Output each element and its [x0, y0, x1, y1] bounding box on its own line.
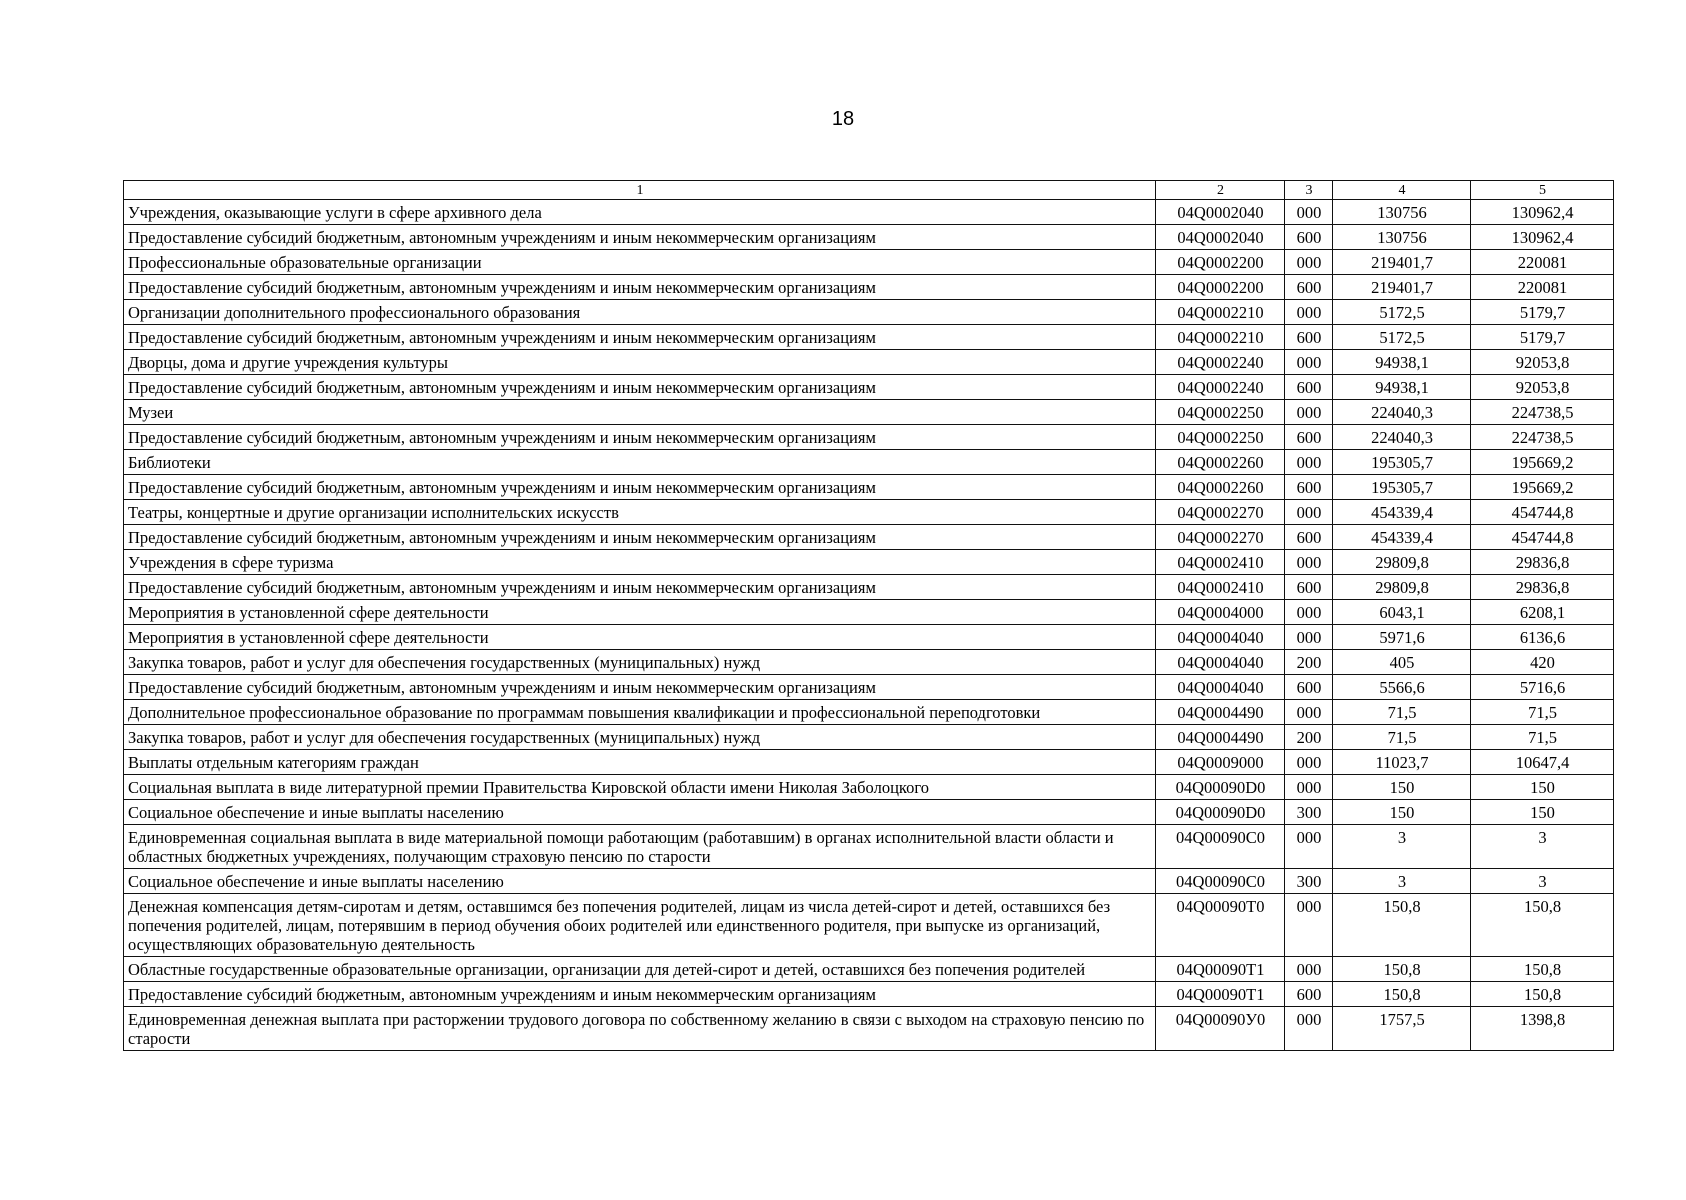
table-row	[124, 650, 1614, 675]
amount-year1-cell: 219401,7	[1333, 275, 1471, 300]
expense-kind-cell: 600	[1285, 525, 1333, 550]
amount-year2-cell: 92053,8	[1471, 375, 1614, 400]
amount-year2-cell: 454744,8	[1471, 500, 1614, 525]
amount-year1-cell: 454339,4	[1333, 500, 1471, 525]
amount-year2-cell: 420	[1471, 650, 1614, 675]
amount-year2-cell: 71,5	[1471, 700, 1614, 725]
expense-kind-cell: 000	[1285, 250, 1333, 275]
target-code-cell: 04Q0002240	[1156, 375, 1285, 400]
target-code-cell: 04Q0002200	[1156, 275, 1285, 300]
amount-year1-cell: 94938,1	[1333, 350, 1471, 375]
amount-year1-cell: 130756	[1333, 225, 1471, 250]
table-row	[124, 575, 1614, 600]
amount-year2-cell: 10647,4	[1471, 750, 1614, 775]
amount-year1-cell: 454339,4	[1333, 525, 1471, 550]
item-name-cell: Единовременная социальная выплата в виде материальной помощи работающим (работавшим) в органах исполнительной власти области и областных бюджетных учреждениях, получающим страховую пенсию по старости	[124, 825, 1156, 869]
amount-year1-cell: 71,5	[1333, 700, 1471, 725]
target-code-cell: 04Q0002260	[1156, 475, 1285, 500]
amount-year2-cell: 1398,8	[1471, 1007, 1614, 1051]
amount-year1-cell: 6043,1	[1333, 600, 1471, 625]
table-row	[124, 700, 1614, 725]
table-row	[124, 825, 1614, 869]
table-row	[124, 500, 1614, 525]
target-code-cell: 04Q0002270	[1156, 525, 1285, 550]
amount-year1-cell: 219401,7	[1333, 250, 1471, 275]
amount-year2-cell: 130962,4	[1471, 200, 1614, 225]
target-code-cell: 04Q0004040	[1156, 650, 1285, 675]
table-row	[124, 750, 1614, 775]
expense-kind-cell: 200	[1285, 650, 1333, 675]
target-code-cell: 04Q0002240	[1156, 350, 1285, 375]
table-row	[124, 425, 1614, 450]
amount-year2-cell: 3	[1471, 825, 1614, 869]
expense-kind-cell: 000	[1285, 600, 1333, 625]
amount-year2-cell: 71,5	[1471, 725, 1614, 750]
target-code-cell: 04Q00090T0	[1156, 894, 1285, 957]
item-name-cell: Предоставление субсидий бюджетным, автономным учреждениям и иным некоммерческим организациям	[124, 225, 1156, 250]
amount-year2-cell: 29836,8	[1471, 575, 1614, 600]
expense-kind-cell: 000	[1285, 700, 1333, 725]
target-code-cell: 04Q00090У0	[1156, 1007, 1285, 1051]
item-name-cell: Мероприятия в установленной сфере деятельности	[124, 625, 1156, 650]
item-name-cell: Музеи	[124, 400, 1156, 425]
amount-year1-cell: 1757,5	[1333, 1007, 1471, 1051]
table-row	[124, 675, 1614, 700]
item-name-cell: Закупка товаров, работ и услуг для обеспечения государственных (муниципальных) нужд	[124, 725, 1156, 750]
item-name-cell: Денежная компенсация детям-сиротам и детям, оставшимся без попечения родителей, лицам из числа детей-сирот и детей, оставшихся без попечения родителей, лицам, потерявшим в период обучения обоих родителей или единственного родителя, при выпуске из организаций, осуществляющих образовательную деятельность	[124, 894, 1156, 957]
amount-year1-cell: 195305,7	[1333, 450, 1471, 475]
item-name-cell: Закупка товаров, работ и услуг для обеспечения государственных (муниципальных) нужд	[124, 650, 1156, 675]
table-row	[124, 375, 1614, 400]
column-header: 2	[1156, 181, 1285, 200]
amount-year1-cell: 5172,5	[1333, 325, 1471, 350]
amount-year1-cell: 94938,1	[1333, 375, 1471, 400]
target-code-cell: 04Q0002040	[1156, 200, 1285, 225]
expense-kind-cell: 300	[1285, 800, 1333, 825]
amount-year2-cell: 5179,7	[1471, 325, 1614, 350]
expense-kind-cell: 000	[1285, 825, 1333, 869]
amount-year2-cell: 5179,7	[1471, 300, 1614, 325]
table-row	[124, 869, 1614, 894]
table-row	[124, 725, 1614, 750]
amount-year2-cell: 150	[1471, 775, 1614, 800]
item-name-cell: Предоставление субсидий бюджетным, автономным учреждениям и иным некоммерческим организациям	[124, 375, 1156, 400]
expense-kind-cell: 600	[1285, 225, 1333, 250]
target-code-cell: 04Q0002410	[1156, 575, 1285, 600]
amount-year2-cell: 224738,5	[1471, 425, 1614, 450]
item-name-cell: Учреждения в сфере туризма	[124, 550, 1156, 575]
item-name-cell: Предоставление субсидий бюджетным, автономным учреждениям и иным некоммерческим организациям	[124, 425, 1156, 450]
item-name-cell: Профессиональные образовательные организации	[124, 250, 1156, 275]
target-code-cell: 04Q0002210	[1156, 300, 1285, 325]
expense-kind-cell: 600	[1285, 275, 1333, 300]
table-body	[124, 200, 1614, 1051]
table-row	[124, 400, 1614, 425]
table-row	[124, 550, 1614, 575]
table-row	[124, 1007, 1614, 1051]
item-name-cell: Театры, концертные и другие организации исполнительских искусств	[124, 500, 1156, 525]
target-code-cell: 04Q00090C0	[1156, 825, 1285, 869]
amount-year2-cell: 224738,5	[1471, 400, 1614, 425]
expense-kind-cell: 000	[1285, 625, 1333, 650]
target-code-cell: 04Q00090D0	[1156, 775, 1285, 800]
table-row	[124, 300, 1614, 325]
amount-year1-cell: 150,8	[1333, 894, 1471, 957]
item-name-cell: Предоставление субсидий бюджетным, автономным учреждениям и иным некоммерческим организациям	[124, 575, 1156, 600]
target-code-cell: 04Q00090C0	[1156, 869, 1285, 894]
expense-kind-cell: 600	[1285, 575, 1333, 600]
expense-kind-cell: 200	[1285, 725, 1333, 750]
expense-kind-cell: 600	[1285, 325, 1333, 350]
amount-year1-cell: 11023,7	[1333, 750, 1471, 775]
item-name-cell: Предоставление субсидий бюджетным, автономным учреждениям и иным некоммерческим организациям	[124, 675, 1156, 700]
target-code-cell: 04Q0002250	[1156, 425, 1285, 450]
target-code-cell: 04Q0002210	[1156, 325, 1285, 350]
table-row	[124, 200, 1614, 225]
target-code-cell: 04Q00090T1	[1156, 982, 1285, 1007]
target-code-cell: 04Q0004490	[1156, 700, 1285, 725]
amount-year1-cell: 150,8	[1333, 982, 1471, 1007]
expense-kind-cell: 000	[1285, 775, 1333, 800]
table-row	[124, 275, 1614, 300]
amount-year2-cell: 195669,2	[1471, 450, 1614, 475]
table-row	[124, 350, 1614, 375]
item-name-cell: Дополнительное профессиональное образование по программам повышения квалификации и профессиональной переподготовки	[124, 700, 1156, 725]
amount-year1-cell: 405	[1333, 650, 1471, 675]
expense-kind-cell: 000	[1285, 550, 1333, 575]
amount-year1-cell: 3	[1333, 869, 1471, 894]
item-name-cell: Библиотеки	[124, 450, 1156, 475]
amount-year2-cell: 6136,6	[1471, 625, 1614, 650]
amount-year2-cell: 150,8	[1471, 982, 1614, 1007]
column-header: 1	[124, 181, 1156, 200]
target-code-cell: 04Q0002410	[1156, 550, 1285, 575]
amount-year2-cell: 6208,1	[1471, 600, 1614, 625]
expense-kind-cell: 000	[1285, 450, 1333, 475]
amount-year1-cell: 224040,3	[1333, 425, 1471, 450]
target-code-cell: 04Q00090D0	[1156, 800, 1285, 825]
table-row	[124, 525, 1614, 550]
amount-year2-cell: 29836,8	[1471, 550, 1614, 575]
amount-year2-cell: 3	[1471, 869, 1614, 894]
item-name-cell: Учреждения, оказывающие услуги в сфере архивного дела	[124, 200, 1156, 225]
expense-kind-cell: 300	[1285, 869, 1333, 894]
target-code-cell: 04Q0002040	[1156, 225, 1285, 250]
expense-kind-cell: 000	[1285, 200, 1333, 225]
amount-year1-cell: 5566,6	[1333, 675, 1471, 700]
column-header: 3	[1285, 181, 1333, 200]
item-name-cell: Областные государственные образовательные организации, организации для детей-сирот и детей, оставшихся без попечения родителей	[124, 957, 1156, 982]
table-row	[124, 800, 1614, 825]
amount-year2-cell: 220081	[1471, 250, 1614, 275]
amount-year2-cell: 5716,6	[1471, 675, 1614, 700]
target-code-cell: 04Q0002260	[1156, 450, 1285, 475]
target-code-cell: 04Q0004000	[1156, 600, 1285, 625]
column-header: 4	[1333, 181, 1471, 200]
budget-table	[123, 180, 1614, 1051]
amount-year2-cell: 454744,8	[1471, 525, 1614, 550]
item-name-cell: Единовременная денежная выплата при расторжении трудового договора по собственному желанию в связи с выходом на страховую пенсию по старости	[124, 1007, 1156, 1051]
amount-year2-cell: 220081	[1471, 275, 1614, 300]
amount-year2-cell: 150,8	[1471, 894, 1614, 957]
expense-kind-cell: 600	[1285, 425, 1333, 450]
target-code-cell: 04Q0002200	[1156, 250, 1285, 275]
table-row	[124, 982, 1614, 1007]
table-row	[124, 325, 1614, 350]
item-name-cell: Предоставление субсидий бюджетным, автономным учреждениям и иным некоммерческим организациям	[124, 275, 1156, 300]
amount-year1-cell: 195305,7	[1333, 475, 1471, 500]
amount-year1-cell: 3	[1333, 825, 1471, 869]
item-name-cell: Предоставление субсидий бюджетным, автономным учреждениям и иным некоммерческим организациям	[124, 475, 1156, 500]
target-code-cell: 04Q0002270	[1156, 500, 1285, 525]
amount-year2-cell: 150,8	[1471, 957, 1614, 982]
table-row	[124, 894, 1614, 957]
expense-kind-cell: 000	[1285, 894, 1333, 957]
expense-kind-cell: 600	[1285, 982, 1333, 1007]
amount-year1-cell: 130756	[1333, 200, 1471, 225]
table-row	[124, 450, 1614, 475]
column-header: 5	[1471, 181, 1614, 200]
item-name-cell: Социальное обеспечение и иные выплаты населению	[124, 800, 1156, 825]
table-row	[124, 775, 1614, 800]
amount-year1-cell: 5971,6	[1333, 625, 1471, 650]
expense-kind-cell: 000	[1285, 500, 1333, 525]
expense-kind-cell: 000	[1285, 750, 1333, 775]
table-row	[124, 475, 1614, 500]
item-name-cell: Дворцы, дома и другие учреждения культуры	[124, 350, 1156, 375]
table-row	[124, 957, 1614, 982]
target-code-cell: 04Q00090T1	[1156, 957, 1285, 982]
table-row	[124, 225, 1614, 250]
table-row	[124, 600, 1614, 625]
table-row	[124, 250, 1614, 275]
target-code-cell: 04Q0002250	[1156, 400, 1285, 425]
amount-year2-cell: 195669,2	[1471, 475, 1614, 500]
item-name-cell: Организации дополнительного профессионального образования	[124, 300, 1156, 325]
table-row	[124, 625, 1614, 650]
expense-kind-cell: 000	[1285, 957, 1333, 982]
target-code-cell: 04Q0009000	[1156, 750, 1285, 775]
amount-year2-cell: 130962,4	[1471, 225, 1614, 250]
item-name-cell: Предоставление субсидий бюджетным, автономным учреждениям и иным некоммерческим организациям	[124, 982, 1156, 1007]
expense-kind-cell: 600	[1285, 475, 1333, 500]
amount-year2-cell: 150	[1471, 800, 1614, 825]
page-number: 18	[831, 108, 855, 130]
amount-year1-cell: 150,8	[1333, 957, 1471, 982]
table-header-row	[124, 181, 1614, 200]
item-name-cell: Выплаты отдельным категориям граждан	[124, 750, 1156, 775]
amount-year1-cell: 5172,5	[1333, 300, 1471, 325]
expense-kind-cell: 000	[1285, 400, 1333, 425]
amount-year1-cell: 224040,3	[1333, 400, 1471, 425]
target-code-cell: 04Q0004490	[1156, 725, 1285, 750]
expense-kind-cell: 600	[1285, 375, 1333, 400]
item-name-cell: Социальная выплата в виде литературной премии Правительства Кировской области имени Николая Заболоцкого	[124, 775, 1156, 800]
expense-kind-cell: 000	[1285, 300, 1333, 325]
item-name-cell: Социальное обеспечение и иные выплаты населению	[124, 869, 1156, 894]
amount-year1-cell: 29809,8	[1333, 550, 1471, 575]
amount-year1-cell: 150	[1333, 800, 1471, 825]
item-name-cell: Предоставление субсидий бюджетным, автономным учреждениям и иным некоммерческим организациям	[124, 325, 1156, 350]
amount-year2-cell: 92053,8	[1471, 350, 1614, 375]
item-name-cell: Предоставление субсидий бюджетным, автономным учреждениям и иным некоммерческим организациям	[124, 525, 1156, 550]
target-code-cell: 04Q0004040	[1156, 625, 1285, 650]
amount-year1-cell: 150	[1333, 775, 1471, 800]
expense-kind-cell: 000	[1285, 1007, 1333, 1051]
amount-year1-cell: 29809,8	[1333, 575, 1471, 600]
item-name-cell: Мероприятия в установленной сфере деятельности	[124, 600, 1156, 625]
amount-year1-cell: 71,5	[1333, 725, 1471, 750]
target-code-cell: 04Q0004040	[1156, 675, 1285, 700]
expense-kind-cell: 000	[1285, 350, 1333, 375]
expense-kind-cell: 600	[1285, 675, 1333, 700]
